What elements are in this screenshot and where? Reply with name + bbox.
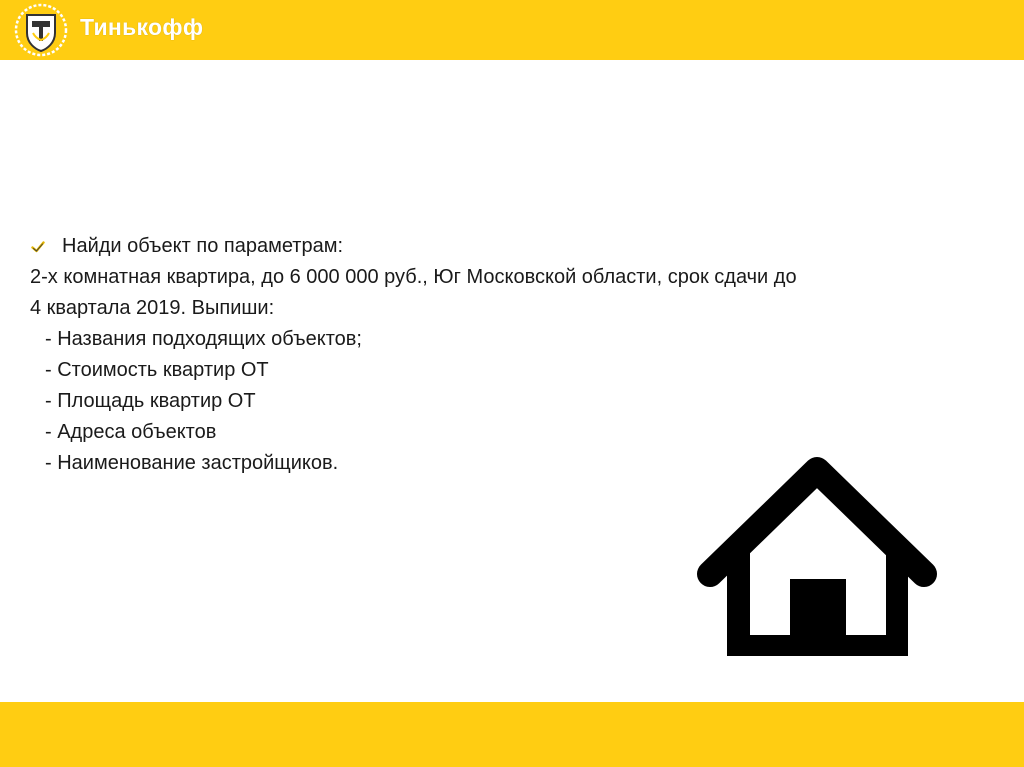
footer-bar <box>0 702 1024 767</box>
task-line-2: 4 квартала 2019. Выпиши: <box>30 297 275 319</box>
brand-name: Тинькофф <box>80 14 204 40</box>
task-heading-row <box>30 231 990 262</box>
header-bar <box>0 0 1024 60</box>
tinkoff-shield-logo-icon <box>13 3 69 57</box>
task-description <box>30 231 990 479</box>
task-list-item: - Названия подходящих объектов; <box>45 328 362 350</box>
task-heading: Найди объект по параметрам: <box>62 235 343 257</box>
task-list-item: - Стоимость квартир ОТ <box>45 359 269 381</box>
task-line-1: 2-х комнатная квартира, до 6 000 000 руб., Юг Московской области, срок сдачи до <box>30 266 797 288</box>
checkmark-icon <box>31 240 45 254</box>
task-list-item: - Адреса объектов <box>45 421 217 443</box>
house-icon <box>696 446 939 656</box>
task-list-item: - Площадь квартир ОТ <box>45 390 256 412</box>
task-list-item: - Наименование застройщиков. <box>45 452 339 474</box>
